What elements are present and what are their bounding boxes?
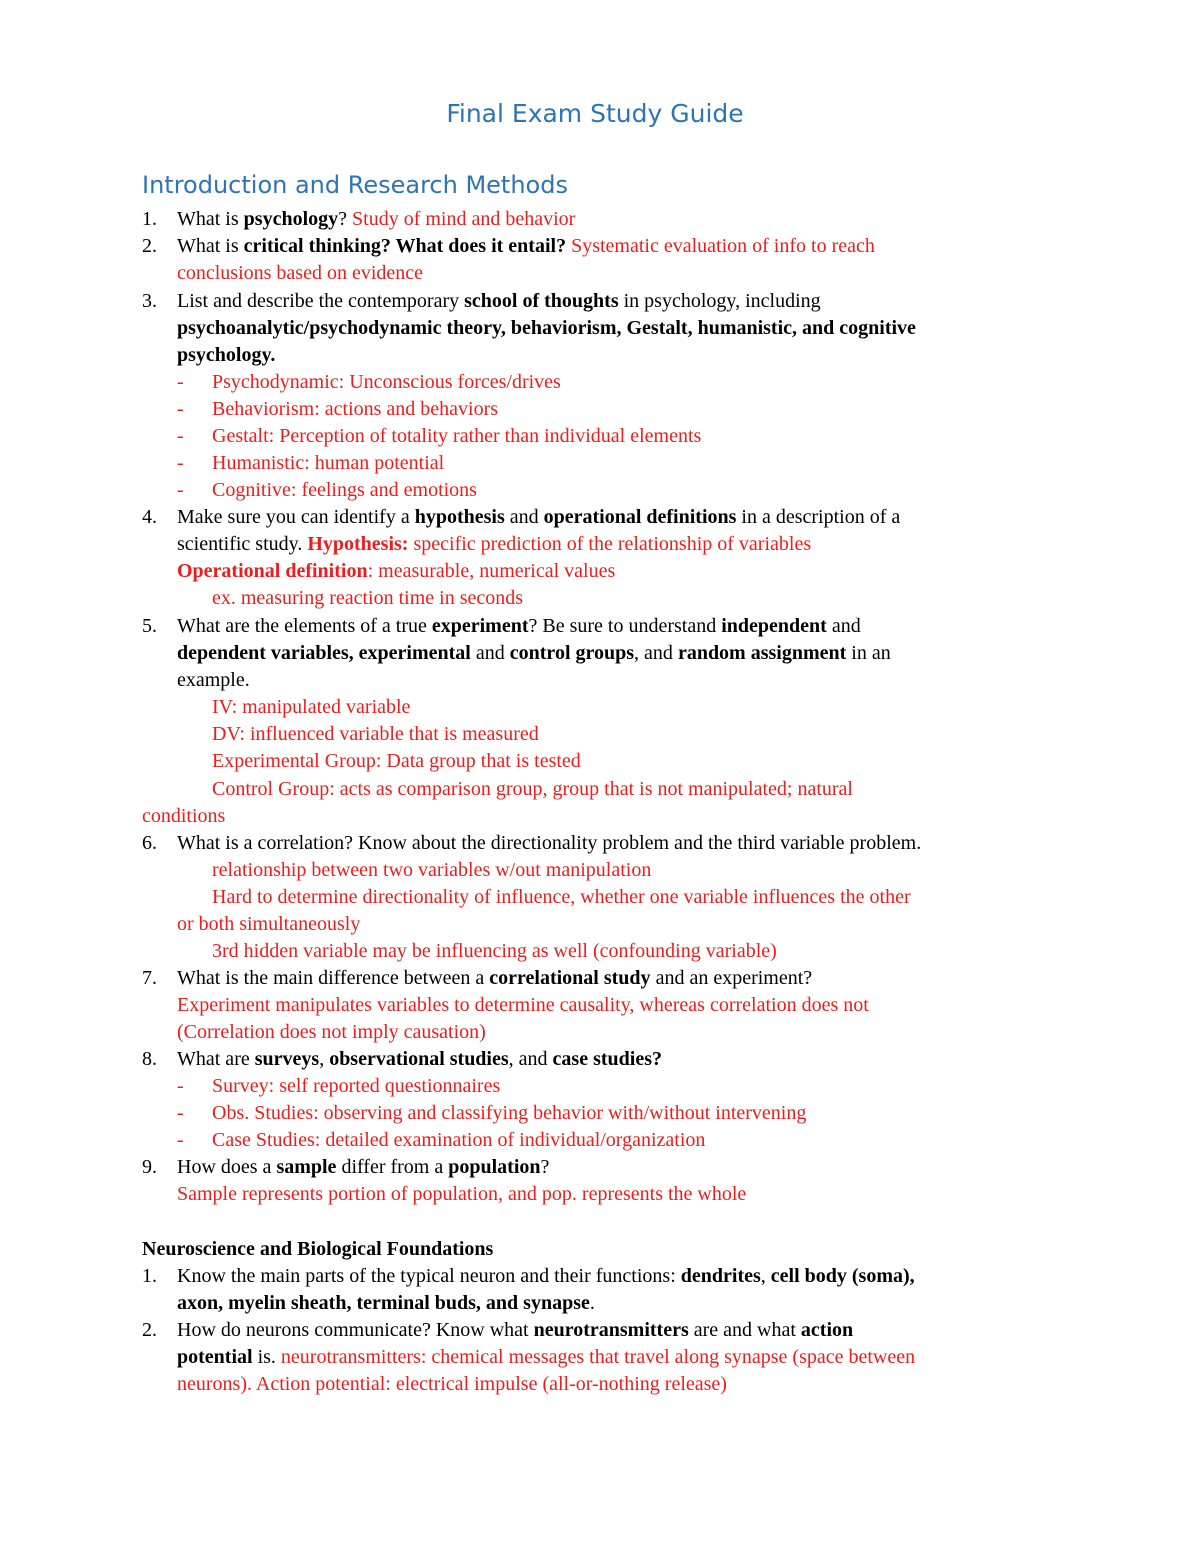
answer-text: ex. measuring reaction time in seconds	[212, 587, 524, 609]
question-text: ?	[338, 208, 353, 230]
answer-text: neurotransmitters: chemical messages that travel along synapse (space between	[280, 1346, 916, 1368]
bullet-text: Humanistic: human potential	[212, 452, 445, 474]
key-term: action	[800, 1319, 854, 1341]
question-text: ,	[319, 1048, 330, 1070]
answer-text: IV: manipulated variable	[212, 696, 411, 718]
item-number: 7.	[142, 967, 157, 989]
dash-bullet: -	[177, 1129, 184, 1151]
question-text: and an experiment?	[650, 967, 813, 989]
key-term: potential	[177, 1346, 253, 1368]
key-term: psychology	[243, 208, 339, 230]
key-term: surveys	[254, 1048, 320, 1070]
dash-bullet: -	[177, 371, 184, 393]
key-term: population	[448, 1156, 541, 1178]
bullet-text: Behaviorism: actions and behaviors	[212, 398, 499, 420]
answer-text: neurons). Action potential: electrical impulse (all-or-nothing release)	[177, 1373, 727, 1395]
key-term: critical thinking? What does it entail?	[243, 235, 567, 257]
item-number: 4.	[142, 506, 157, 528]
answer-text: (Correlation does not imply causation)	[177, 1021, 486, 1043]
question-text: What is the main difference between a	[177, 967, 490, 989]
question-text: example.	[177, 669, 250, 691]
key-term: dendrites	[680, 1265, 761, 1287]
question-text: What are the elements of a true	[177, 615, 432, 637]
dash-bullet: -	[177, 425, 184, 447]
answer-text: Experimental Group: Data group that is tested	[212, 750, 581, 772]
question-text: What is a correlation? Know about the directionality problem and the third variable problem.	[177, 832, 922, 854]
answer-text: Sample represents portion of population, and pop. represents the whole	[177, 1183, 747, 1205]
question-text: ? Be sure to understand	[528, 615, 722, 637]
answer-text: Experiment manipulates variables to determine causality, whereas correlation does not	[177, 994, 869, 1016]
item-number: 9.	[142, 1156, 157, 1178]
question-text: differ from a	[336, 1156, 449, 1178]
bullet-text: Cognitive: feelings and emotions	[212, 479, 477, 501]
answer-term: Operational definition	[177, 560, 368, 582]
question-text: in an	[846, 642, 891, 664]
answer-text: or both simultaneously	[177, 913, 361, 935]
document-title: Final Exam Study Guide	[446, 99, 744, 128]
answer-text: conditions	[142, 805, 226, 827]
item-number: 5.	[142, 615, 157, 637]
question-text: in psychology, including	[618, 290, 821, 312]
key-term: cell body (soma),	[770, 1265, 915, 1287]
question-text: is.	[252, 1346, 281, 1368]
question-text: scientific study.	[177, 533, 308, 555]
answer-text: DV: influenced variable that is measured	[212, 723, 539, 745]
bullet-text: Survey: self reported questionnaires	[212, 1075, 501, 1097]
key-term: operational definitions	[543, 506, 737, 528]
section-heading-intro: Introduction and Research Methods	[142, 171, 568, 199]
section-heading-neuroscience: Neuroscience and Biological Foundations	[142, 1238, 494, 1260]
key-term: random assignment	[677, 642, 847, 664]
item-number: 2.	[142, 235, 157, 257]
key-term: hypothesis	[414, 506, 505, 528]
question-text: List and describe the contemporary	[177, 290, 465, 312]
answer-text: Systematic evaluation of info to reach	[566, 235, 875, 257]
question-text: What is	[177, 208, 244, 230]
question-text: .	[589, 1292, 595, 1314]
dash-bullet: -	[177, 452, 184, 474]
key-term: school of thoughts	[464, 290, 619, 312]
key-term: sample	[276, 1156, 337, 1178]
question-text: and	[504, 506, 544, 528]
question-text: in a description of a	[736, 506, 901, 528]
question-text: What are	[177, 1048, 255, 1070]
key-term: dependent variables, experimental	[177, 642, 471, 664]
item-number: 1.	[142, 208, 157, 230]
key-term: independent	[721, 615, 827, 637]
question-text: are and what	[688, 1319, 801, 1341]
dash-bullet: -	[177, 398, 184, 420]
key-term: observational studies	[329, 1048, 509, 1070]
answer-term: Hypothesis:	[307, 533, 409, 555]
answer-text: conclusions based on evidence	[177, 262, 424, 284]
dash-bullet: -	[177, 1075, 184, 1097]
question-text: How does a	[177, 1156, 277, 1178]
answer-text: relationship between two variables w/out manipulation	[212, 859, 652, 881]
key-term: neurotransmitters	[533, 1319, 689, 1341]
key-term: psychology.	[177, 344, 276, 366]
dash-bullet: -	[177, 479, 184, 501]
question-text: What is	[177, 235, 244, 257]
item-number: 2.	[142, 1319, 157, 1341]
question-text: Make sure you can identify a	[177, 506, 415, 528]
bullet-text: Case Studies: detailed examination of individual/organization	[212, 1129, 706, 1151]
answer-text: specific prediction of the relationship of variables	[408, 533, 812, 555]
key-term: experiment	[431, 615, 529, 637]
bullet-text: Psychodynamic: Unconscious forces/drives	[212, 371, 561, 393]
key-term: control groups	[509, 642, 635, 664]
answer-text: Hard to determine directionality of influence, whether one variable influences the other	[212, 886, 911, 908]
answer-text: : measurable, numerical values	[367, 560, 616, 582]
question-text: , and	[508, 1048, 553, 1070]
question-text: and	[470, 642, 510, 664]
key-term: correlational study	[489, 967, 651, 989]
question-text: Know the main parts of the typical neuron and their functions:	[177, 1265, 681, 1287]
answer-text: 3rd hidden variable may be influencing as well (confounding variable)	[212, 940, 777, 962]
answer-text: Study of mind and behavior	[352, 208, 576, 230]
key-term: case studies?	[552, 1048, 662, 1070]
question-text: and	[826, 615, 861, 637]
dash-bullet: -	[177, 1102, 184, 1124]
key-term: axon, myelin sheath, terminal buds, and synapse	[177, 1292, 590, 1314]
key-term: psychoanalytic/psychodynamic theory, behaviorism, Gestalt, humanistic, and cognitive	[177, 317, 916, 339]
question-text: How do neurons communicate? Know what	[177, 1319, 534, 1341]
item-number: 1.	[142, 1265, 157, 1287]
answer-text: Control Group: acts as comparison group, group that is not manipulated; natural	[212, 778, 853, 800]
bullet-text: Gestalt: Perception of totality rather than individual elements	[212, 425, 702, 447]
item-number: 6.	[142, 832, 157, 854]
item-number: 3.	[142, 290, 157, 312]
question-text: ?	[540, 1156, 550, 1178]
question-text: ,	[760, 1265, 771, 1287]
item-number: 8.	[142, 1048, 157, 1070]
bullet-text: Obs. Studies: observing and classifying behavior with/without intervening	[212, 1102, 807, 1124]
question-text: , and	[634, 642, 678, 664]
